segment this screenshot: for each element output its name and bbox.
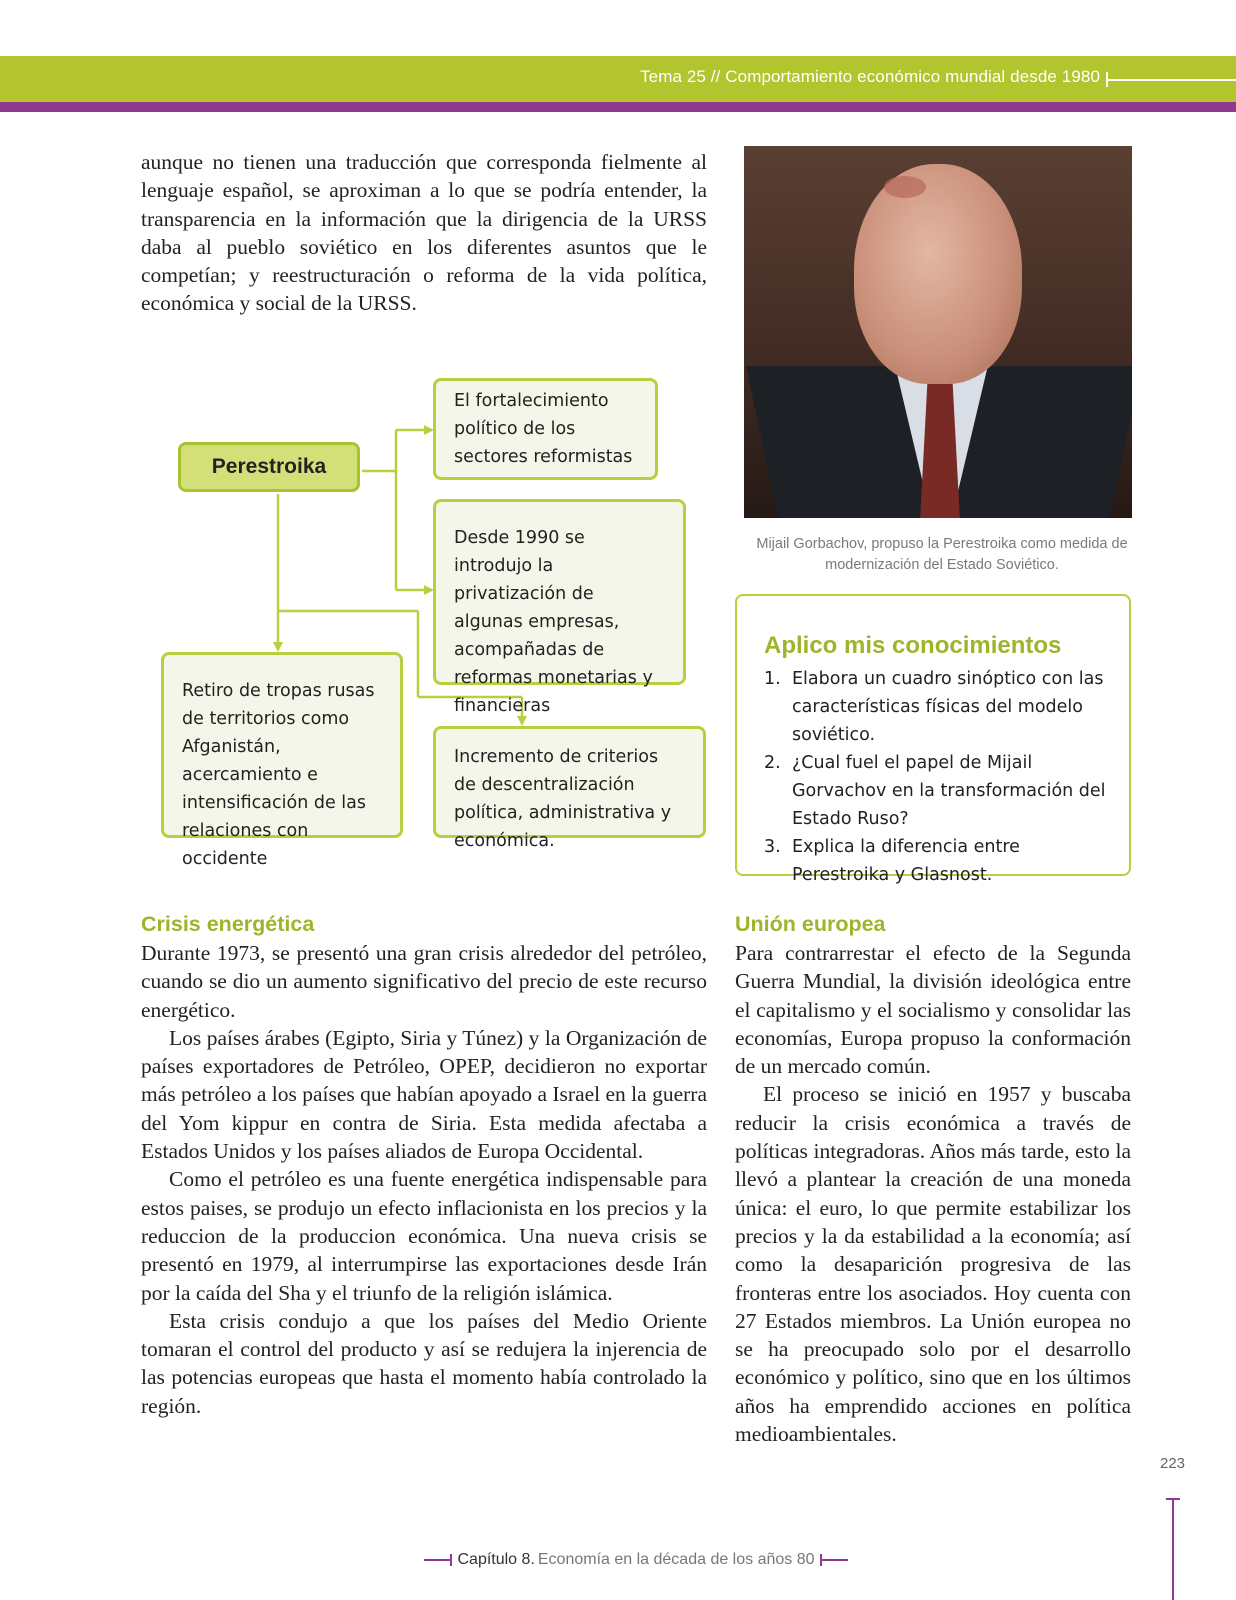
activity-item: 1. Elabora un cuadro sinóptico con las características físicas del modelo soviético. [764, 669, 1104, 745]
section-title-union: Unión europea [735, 912, 886, 936]
section-title-crisis: Crisis energética [141, 912, 315, 936]
footer-rule-right [820, 1559, 848, 1561]
footer-chapter-title: Economía en la década de los años 80 [537, 1551, 815, 1568]
activity-title: Aplico mis conocimientos [764, 632, 1062, 659]
diagram-box-privatizacion: Desde 1990 se introdujo la privatización de algunas empresas, acompañadas de reformas monetarias y financieras [433, 499, 686, 685]
diagram-box-incremento: Incremento de criterios de descentralización política, administrativa y económica. [433, 726, 706, 838]
paragraph: Para contrarrestar el efecto de la Segunda Guerra Mundial, la división ideológica entre el capitalismo y el socialismo y consolidar las economías, Europa propuso la conformación de un mercado común. [735, 941, 1131, 1079]
paragraph: Esta crisis condujo a que los países del Medio Oriente tomaran el control del producto y así se redujera la injerencia de las potencias europeas que hasta el momento había controlado la región. [141, 1308, 707, 1418]
section-crisis-energetica [141, 912, 707, 1420]
page-footer [420, 1551, 852, 1569]
paragraph: Durante 1973, se presentó una gran crisis alrededor del petróleo, cuando se dio un aumento significativo del precio de este recurso energético. [141, 941, 707, 1022]
margin-rule [1172, 1498, 1174, 1600]
section-union-europea [735, 912, 1131, 1448]
activity-item: 2. ¿Cual fuel el papel de Mijail Gorvachov en la transformación del Estado Ruso? [764, 753, 1106, 829]
diagram-box-retiro: Retiro de tropas rusas de territorios como Afganistán, acercamiento e intensificación de las relaciones con occidente [161, 652, 403, 838]
header-title: Tema 25 // Comportamiento económico mundial desde 1980 [640, 67, 1100, 86]
paragraph: El proceso se inició en 1957 y buscaba reducir la crisis económica a través de políticas integradoras. Años más tarde, esto la llevó a plantear la creación de una moneda única: el euro, lo que permite estabilizar los precios y la da estabilidad a la economía; así como la desaparición progresiva de las fronteras entre los asociados. Hoy cuenta con 27 Estados miembros. La Unión europea no se ha preocupado solo por el desarrollo económico y político, sino que en los últimos años ha emprendido acciones en política medioambientales. [735, 1082, 1131, 1447]
intro-paragraph: aunque no tienen una traducción que corresponda fielmente al lenguaje español, se aproximan a lo que se podría entender, la transparencia en la información que la dirigencia de la URSS daba al pueblo soviético en los diferentes asuntos que le competían; y reestructuración o reforma de la vida política, económica y social de la URSS. [141, 150, 707, 316]
diagram-root-perestroika: Perestroika [178, 442, 360, 492]
paragraph: Como el petróleo es una fuente energética indispensable para estos paises, se produjo un efecto inflacionista en los precios y la reduccion de la produccion económica. Una nueva crisis se presentó en 1979, al interrumpirse las exportaciones desde Irán por la caída del Sha y el triunfo de la religión islámica. [141, 1167, 707, 1305]
footer-chapter: Capítulo 8. [457, 1551, 535, 1568]
page-number: 223 [1160, 1455, 1186, 1472]
activity-box [735, 594, 1131, 885]
photo-caption: Mijail Gorbachov, propuso la Perestroika como medida de modernización del Estado Soviético. [756, 536, 1128, 573]
paragraph: Los países árabes (Egipto, Siria y Túnez) y la Organización de países exportadores de Petróleo, OPEP, decidieron no exportar más petróleo a los países que habían apoyado a Israel en la guerra del Yom kippur en contra de Siria. Esta medida afectaba a Estados Unidos y los países aliados de Europa Occidental. [141, 1025, 707, 1164]
diagram-box-fortalecimiento: El fortalecimiento político de los sectores reformistas [433, 378, 658, 480]
footer-rule-left [424, 1559, 452, 1561]
activity-item: 3. Explica la diferencia entre Perestroika y Glasnost. [764, 837, 1020, 885]
activity-list [764, 665, 1109, 889]
